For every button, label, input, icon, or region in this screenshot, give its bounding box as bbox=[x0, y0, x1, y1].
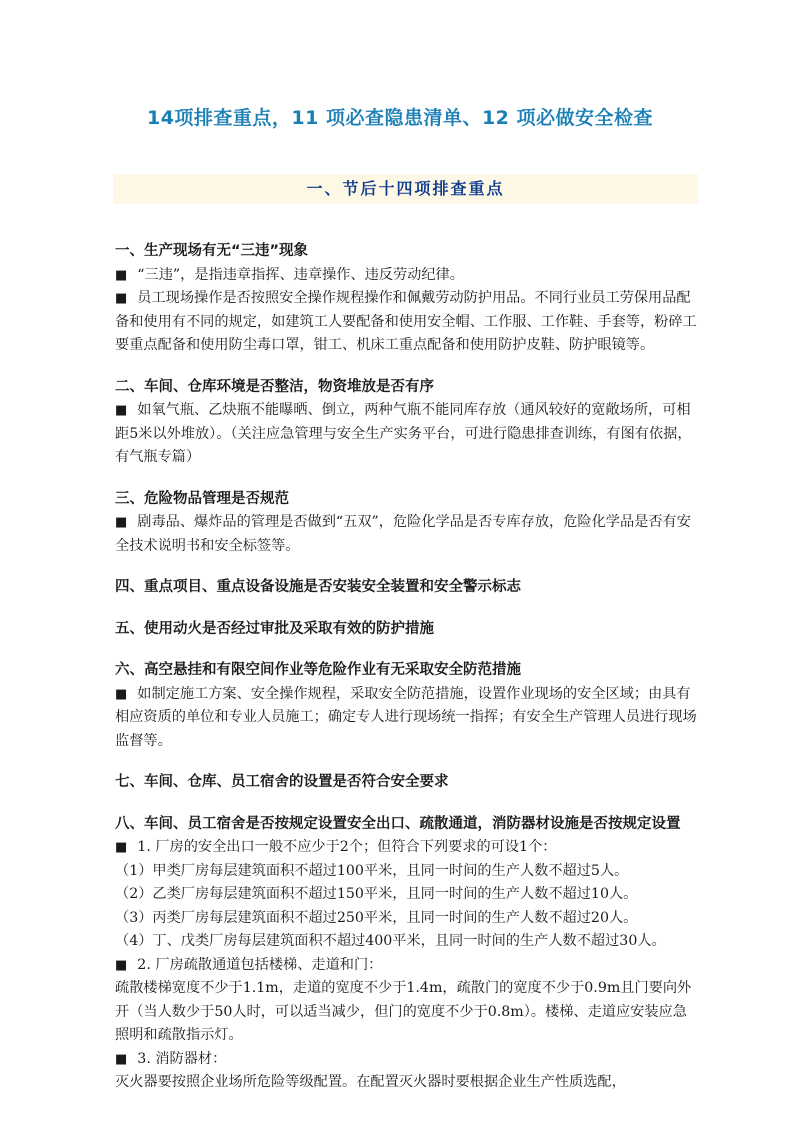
square-bullet-icon: ■ bbox=[115, 957, 128, 973]
section-heading: 一、节后十四项排查重点 bbox=[306, 179, 505, 198]
list-item: （4）丁、戊类厂房每层建筑面积不超过400平米，且同一时间的生产人数不超过30人。 bbox=[115, 933, 666, 949]
paragraph: ■ 1. 厂房的安全出口一般不应少于2个；但符合下列要求的可设1个： bbox=[115, 839, 557, 855]
paragraph: ■ 如制定施工方案、安全操作规程，采取安全防范措施，设置作业现场的安全区域；由具有相应资质的单位和专业人员施工；确定专人进行现场统一指挥；有安全生产管理人员进行现场监督等。 bbox=[115, 685, 697, 749]
square-bullet-icon: ■ bbox=[115, 1051, 128, 1067]
paragraph: 灭火器要按照企业场所危险等级配置。在配置灭火器时要根据企业生产性质选配， bbox=[115, 1074, 626, 1090]
item-heading-7: 七、车间、仓库、员工宿舍的设置是否符合安全要求 bbox=[115, 774, 449, 790]
square-bullet-icon: ■ bbox=[115, 515, 128, 530]
paragraph: ■ 3. 消防器材： bbox=[115, 1050, 227, 1067]
document-title: 14项排查重点，11 项必查隐患清单、12 项必做安全检查 bbox=[146, 107, 654, 129]
paragraph: ■ 2. 厂房疏散通道包括楼梯、走道和门： bbox=[115, 956, 383, 973]
item-heading-2: 二、车间、仓库环境是否整洁，物资堆放是否有序 bbox=[115, 378, 434, 395]
list-item: （2）乙类厂房每层建筑面积不超过150平米，且同一时间的生产人数不超过10人。 bbox=[115, 886, 638, 902]
document-body bbox=[115, 240, 700, 1095]
square-bullet-icon: ■ bbox=[115, 291, 128, 306]
paragraph: ■ 剧毒品、爆炸品的管理是否做到“五双”，危险化学品是否专库存放，危险化学品是否有安全技术说明书和安全标签等。 bbox=[115, 514, 691, 554]
list-item: （3）丙类厂房每层建筑面积不超过250平米，且同一时间的生产人数不超过20人。 bbox=[115, 909, 638, 926]
item-heading-5: 五、使用动火是否经过审批及采取有效的防护措施 bbox=[115, 620, 434, 637]
item-heading-8: 八、车间、员工宿舍是否按规定设置安全出口、疏散通道，消防器材设施是否按规定设置 bbox=[115, 815, 681, 832]
section-banner bbox=[113, 174, 698, 204]
square-bullet-icon: ■ bbox=[115, 686, 128, 702]
item-heading-6: 六、高空悬挂和有限空间作业等危险作业有无采取安全防范措施 bbox=[115, 662, 521, 678]
square-bullet-icon: ■ bbox=[115, 403, 128, 418]
paragraph: ■ “三违”，是指违章指挥、违章操作、违反劳动纪律。 bbox=[115, 266, 464, 283]
paragraph: 疏散楼梯宽度不少于1.1m，走道的宽度不少于1.4m，疏散门的宽度不少于0.9m且门要向外开（当人数少于50人时，可以适当减少，但门的宽度不少于0.8m）。楼梯、走道应安装应急照明和疏散指示灯。 bbox=[115, 980, 692, 1043]
square-bullet-icon: ■ bbox=[115, 840, 128, 855]
paragraph: ■ 员工现场操作是否按照安全操作规程操作和佩戴劳动防护用品。不同行业员工劳保用品配备和使用有不同的规定，如建筑工人要配备和使用安全帽、工作服、工作鞋、手套等，粉碎工要重点配备和使用防尘毒口罩，钳工、机床工重点配备和使用防护皮鞋、防护眼镜等。 bbox=[115, 290, 697, 353]
item-heading-4: 四、重点项目、重点设备设施是否安装安全装置和安全警示标志 bbox=[115, 579, 521, 595]
item-heading-3: 三、危险物品管理是否规范 bbox=[115, 490, 289, 507]
list-item: （1）甲类厂房每层建筑面积不超过100平米，且同一时间的生产人数不超过5人。 bbox=[115, 862, 629, 879]
item-heading-1: 一、生产现场有无“三违”现象 bbox=[115, 243, 309, 259]
square-bullet-icon: ■ bbox=[115, 267, 128, 283]
paragraph: ■ 如氧气瓶、乙炔瓶不能曝晒、倒立，两种气瓶不能同库存放（通风较好的宽敞场所，可相距5米以外堆放）。（关注应急管理与安全生产实务平台，可进行隐患排查训练，有图有依据，有气瓶专篇） bbox=[115, 402, 692, 465]
